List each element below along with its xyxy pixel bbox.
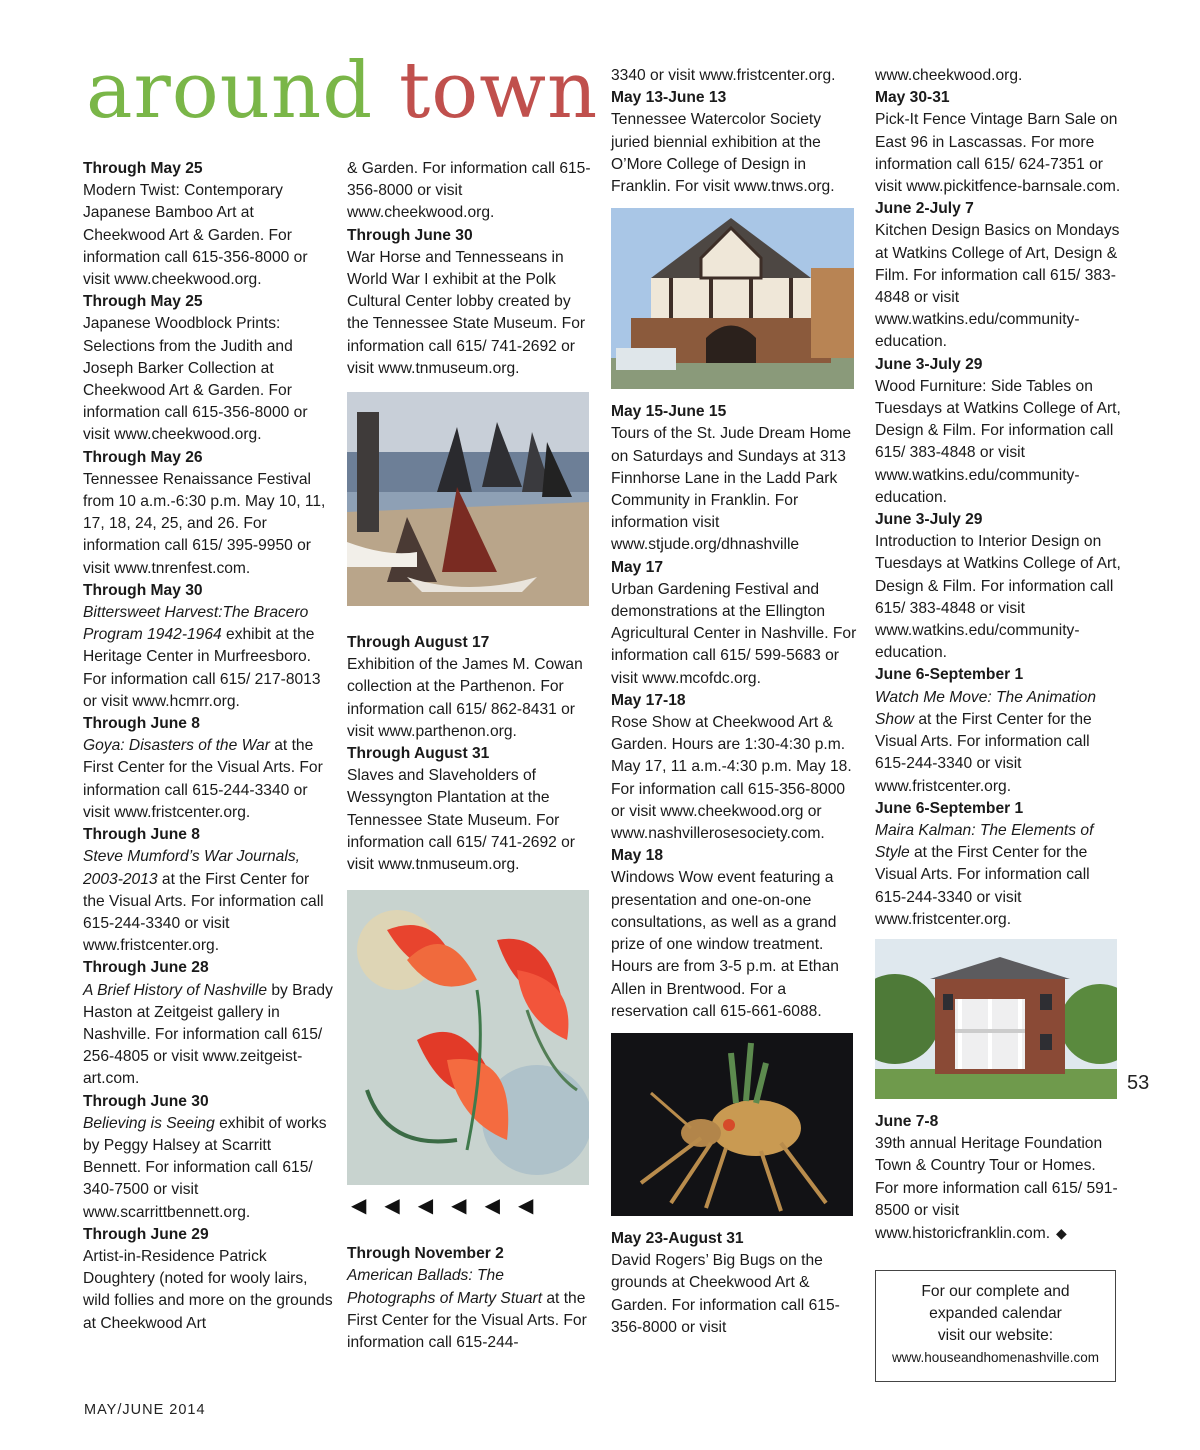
calendar-info-box — [875, 1270, 1116, 1382]
event-date: Through June 8 — [83, 715, 200, 733]
event-description: exhibit of works by Peggy Halsey at Scarritt Bennett. For information call 615/ 340-7500 or visit www.scarrittbennett.org. — [83, 1114, 327, 1221]
event-date: May 15-June 15 — [611, 403, 727, 421]
page-number: 53 — [1127, 1072, 1150, 1094]
event-entry — [611, 845, 861, 1023]
event-description: Wood Furniture: Side Tables on Tuesdays at Watkins College of Art, Design & Film. For information call 615/ 383-4848 or visit www.watkins.edu/community-education. — [875, 377, 1121, 506]
harbor-painting-image — [347, 392, 589, 606]
event-date: Through August 31 — [347, 745, 490, 763]
title-word-around: around — [86, 46, 374, 136]
event-entry — [83, 447, 333, 580]
event-date: Through June 8 — [83, 826, 200, 844]
event-entry — [611, 557, 861, 690]
event-date: Through June 28 — [83, 959, 209, 977]
event-entry — [83, 291, 333, 446]
event-entry — [875, 509, 1121, 664]
event-date: June 3-July 29 — [875, 355, 983, 373]
event-description: exhibit at the Heritage Center in Murfreesboro. For information call 615/ 217-8013 or visit www.hcmrr.org. — [83, 626, 321, 710]
event-title: Goya: Disasters of the War — [83, 737, 270, 755]
event-date: May 13-June 13 — [611, 89, 727, 107]
column-1 — [83, 158, 333, 1335]
event-description: at the First Center for the Visual Arts. For information call 615-244-3340 or visit www.fristcenter.org. — [83, 737, 323, 821]
event-date: May 23-August 31 — [611, 1229, 744, 1247]
event-entry — [83, 957, 333, 1090]
tudor-house-image — [611, 208, 854, 389]
event-date: Through June 29 — [83, 1225, 209, 1243]
event-date: June 3-July 29 — [875, 511, 983, 529]
column-2 — [347, 158, 592, 1354]
event-description: Artist-in-Residence Patrick Doughtery (noted for wooly lairs, wild follies and more on the grounds at Cheekwood Art — [83, 1247, 333, 1332]
event-entry — [875, 1111, 1121, 1245]
event-title: Watch Me Move: The Animation Show — [875, 688, 1096, 728]
event-entry — [83, 158, 333, 291]
event-entry — [347, 1243, 592, 1354]
left-triangle-icon: ◀ — [517, 1195, 534, 1218]
event-date: June 6-September 1 — [875, 666, 1024, 684]
calendar-box-line-3: visit our website: — [937, 1327, 1054, 1344]
event-date: Through May 25 — [83, 293, 203, 311]
event-date: Through May 30 — [83, 581, 203, 599]
calendar-box-line-1: For our complete and — [921, 1283, 1070, 1300]
event-description: Kitchen Design Basics on Mondays at Watkins College of Art, Design & Film. For information call 615/ 383-4848 or visit www.watkins.edu/community-education. — [875, 222, 1120, 351]
event-description: at the First Center for the Visual Arts. For information call 615-244-3340 or visit www.fristcenter.org. — [875, 844, 1090, 928]
event-description: David Rogers’ Big Bugs on the grounds at Cheekwood Art & Garden. For information call 615-356-8000 or visit — [611, 1252, 840, 1336]
event-entry — [611, 1228, 861, 1339]
column-3 — [611, 65, 861, 1339]
event-title: Bittersweet Harvest:The Bracero Program 1942-1964 — [83, 604, 309, 644]
event-entry — [875, 798, 1121, 931]
title-word-town: town — [398, 46, 599, 136]
event-date: Through June 30 — [347, 226, 473, 244]
calendar-box-line-2: expanded calendar — [929, 1305, 1062, 1322]
event-date: June 2-July 7 — [875, 200, 974, 218]
event-date: May 17-18 — [611, 691, 686, 709]
website-link[interactable]: www.houseandhomenashville.com — [891, 1350, 1100, 1365]
event-description: Windows Wow event featuring a presentation and one-on-one consultations, as well as a grand prize of one window treatment. Hours are from 3-5 p.m. at Ethan Allen in Brentwood. For a reservation call 615-661-6088. — [611, 869, 839, 1020]
event-description: Exhibition of the James M. Cowan collection at the Parthenon. For information call 615/ 862-8431 or visit www.parthenon.org. — [347, 656, 583, 740]
event-description: Pick-It Fence Vintage Barn Sale on East 96 in Lascassas. For more information call 615/ 624-7351 or visit www.pickitfence-barnsale.com. — [875, 111, 1121, 196]
event-entry — [347, 632, 592, 743]
left-triangle-icon: ◀ — [384, 1195, 400, 1218]
event-date: Through June 30 — [83, 1092, 209, 1110]
left-triangle-icon: ◀ — [351, 1195, 367, 1218]
left-triangle-icon: ◀ — [484, 1195, 500, 1218]
event-date: Through May 25 — [83, 160, 203, 177]
event-description: Slaves and Slaveholders of Wessyngton Plantation at the Tennessee State Museum. For information call 615/ 741-2692 or visit www.tnmuseum.org. — [347, 767, 575, 874]
event-entry — [875, 664, 1121, 797]
event-date: May 30-31 — [875, 89, 950, 107]
event-description: Tennessee Watercolor Society juried biennial exhibition at the O’More College of Design in Franklin. For visit www.tnws.org. — [611, 111, 835, 196]
event-entry — [347, 743, 592, 876]
arrow-row — [351, 1193, 592, 1219]
event-title: Believing is Seeing — [83, 1114, 215, 1132]
event-entry — [347, 225, 592, 380]
event-entry — [347, 158, 592, 225]
event-description: www.cheekwood.org. — [875, 67, 1023, 84]
event-date: May 18 — [611, 847, 664, 865]
event-entry — [83, 1224, 333, 1335]
event-date: Through May 26 — [83, 448, 203, 466]
event-description: Rose Show at Cheekwood Art & Garden. Hours are 1:30-4:30 p.m. May 17, 11 a.m.-4:30 p.m. May 18. For information call 615-356-8000 or visit www.cheekwood.org or www.nashvillerosesociety.com. — [611, 714, 852, 843]
event-entry — [875, 65, 1121, 87]
event-description: at the First Center for the Visual Arts. For information call 615-244- — [347, 1289, 587, 1352]
event-entry — [875, 354, 1121, 509]
event-title: Steve Mumford’s War Journals, 2003-2013 — [83, 848, 300, 888]
event-description: Urban Gardening Festival and demonstrations at the Ellington Agricultural Center in Nashville. For information call 615/ 599-5683 or visit www.mcofdc.org. — [611, 580, 857, 687]
event-date: Through November 2 — [347, 1245, 504, 1263]
issue-footer: MAY/JUNE 2014 — [84, 1402, 206, 1418]
event-description: Introduction to Interior Design on Tuesdays at Watkins College of Art, Design & Film. For information call 615/ 383-4848 or visit www.watkins.edu/community-education. — [875, 533, 1121, 662]
event-date: May 17 — [611, 558, 664, 576]
event-title: Maira Kalman: The Elements of Style — [875, 821, 1094, 862]
page-title — [86, 46, 599, 136]
event-date: June 6-September 1 — [875, 799, 1024, 817]
event-description: at the First Center for the Visual Arts. For information call 615-244-3340 or visit www.fristcenter.org. — [875, 710, 1092, 795]
column-4 — [875, 65, 1121, 1245]
historic-home-image — [875, 939, 1117, 1099]
event-description: Tennessee Renaissance Festival from 10 a.m.-6:30 p.m. May 10, 11, 17, 18, 24, 25, and 26. For information call 615/ 395-9950 or visit www.tnrenfest.com. — [83, 470, 326, 577]
event-entry — [875, 87, 1121, 198]
red-flowers-painting-image — [347, 890, 589, 1185]
event-date: Through August 17 — [347, 634, 490, 652]
big-bug-sculpture-image — [611, 1033, 853, 1216]
event-entry — [611, 65, 861, 87]
event-entry — [611, 87, 861, 198]
event-title: American Ballads: The Photographs of Marty Stuart — [347, 1267, 543, 1307]
event-description: Tours of the St. Jude Dream Home on Saturdays and Sundays at 313 Finnhorse Lane in the Ladd Park Community in Franklin. For information visit www.stjude.org/dhnashville — [611, 425, 852, 554]
event-entry — [611, 401, 861, 556]
event-description: Japanese Woodblock Prints: Selections from the Judith and Joseph Barker Collection at Cheekwood Art & Garden. For information call 615-356-8000 or visit www.cheekwood.org. — [83, 315, 308, 444]
event-title: A Brief History of Nashville — [83, 981, 268, 999]
event-description: by Brady Haston at Zeitgeist gallery in Nashville. For information call 615/ 256-4805 or visit www.zeitgeist-art.com. — [83, 981, 333, 1088]
event-date: June 7-8 — [875, 1112, 939, 1130]
event-entry — [83, 824, 333, 957]
event-description: & Garden. For information call 615-356-8000 or visit www.cheekwood.org. — [347, 160, 591, 222]
event-entry — [875, 198, 1121, 353]
event-description: War Horse and Tennesseans in World War I exhibit at the Polk Cultural Center lobby created by the Tennessee State Museum. For information call 615/ 741-2692 or visit www.tnmuseum.org. — [347, 248, 586, 377]
event-description: Modern Twist: Contemporary Japanese Bamboo Art at Cheekwood Art & Garden. For information call 615-356-8000 or visit www.cheekwood.org. — [83, 182, 308, 289]
event-entry — [611, 690, 861, 845]
left-triangle-icon: ◀ — [417, 1195, 434, 1218]
event-description: 3340 or visit www.fristcenter.org. — [611, 67, 836, 84]
event-description: 39th annual Heritage Foundation Town & Country Tour or Homes. For more information call 615/ 591-8500 or visit www.historicfranklin.com. — [875, 1135, 1118, 1242]
left-triangle-icon: ◀ — [451, 1195, 467, 1218]
event-entry — [83, 580, 333, 713]
event-description: at the First Center for the Visual Arts. For information call 615-244-3340 or visit www.fristcenter.org. — [83, 870, 324, 955]
event-entry — [83, 713, 333, 824]
diamond-icon: ◆ — [1056, 1224, 1067, 1241]
event-entry — [83, 1091, 333, 1224]
